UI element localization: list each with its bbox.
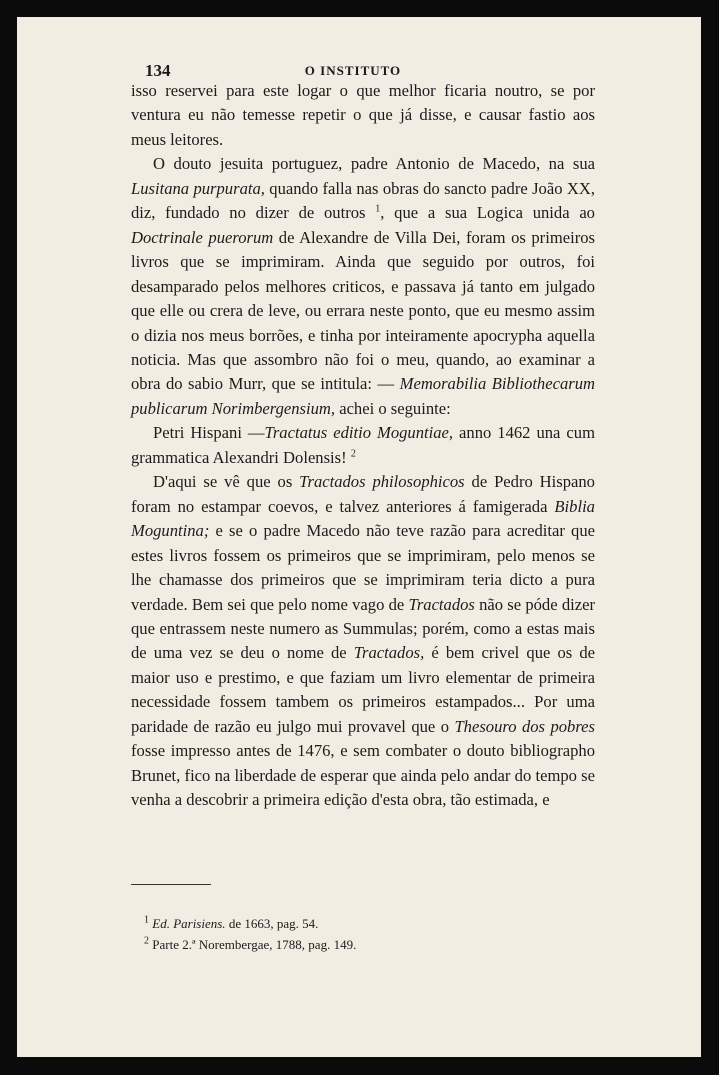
- title-tractados: Tractados: [408, 594, 475, 614]
- footnote-divider: [131, 884, 211, 885]
- citation: Petri Hispani —Tractatus editio Moguntiae, anno 1462 una cum grammatica Alexandri Dolensis! $^2$: [131, 423, 595, 467]
- title-tractatus: Tractatus editio Moguntiae,: [264, 423, 454, 443]
- paragraph-2: O douto jesuita portuguez, padre Antonio de Macedo, na sua Lusitana purpurata, quando falla nas obras do sancto padre João XX, diz, fundado no dizer de outros $^1$, que a sua Logica unida ao Doctrinale puerorum de Alexandre de Villa Dei, foram os primeiros livros que se imprimiram. Ainda que seguido por outros, foi desamparado pelos melhores criticos, e passava já tanto em julgado que elle ou crera de leve, ou errara neste ponto, que eu mesmo assim o dizia nos meus borrões, e tinha por inteiramente apocrypha aquella noticia. Mas que assombro não foi o meu, quando, ao examinar a obra do sabio Murr, que se intitula: — Memorabilia Bibliothecarum publicarum Norimbergensium, achei o seguinte:: [131, 154, 595, 418]
- title-thesouro-dos-pobres: Thesouro dos pobres: [454, 716, 595, 736]
- title-memorabilia: Memorabilia Bibliothecarum publicarum Norimbergensium,: [131, 374, 595, 418]
- body-text: [131, 79, 595, 813]
- page-number: 134: [145, 61, 171, 80]
- footnotes: [144, 913, 584, 955]
- footnote-2: $^2$ Parte 2.ª Norembergae, 1788, pag. 149.: [144, 935, 357, 952]
- footnote-ref-2: 2: [350, 448, 356, 460]
- title-tractados-philosophicos: Tractados philosophicos: [299, 472, 465, 492]
- title-doctrinale-puerorum: Doctrinale puerorum: [131, 227, 274, 247]
- title-lusitana-purpurata: Lusitana purpurata,: [131, 178, 265, 198]
- title-tractados-2: Tractados,: [353, 643, 425, 663]
- paragraph-3: D'aqui se vê que os Tractados philosophicos de Pedro Hispano foram no estampar coevos, e talvez anteriores á famigerada Biblia Moguntina; e se o padre Macedo não teve razão para acreditar que estes livros fossem os primeiros que se imprimiram, pelo menos se lhe chamasse dos primeiros que se imprimiram teria dicto a pura verdade. Bem sei que pelo nome vago de Tractados não se póde dizer que entrassem neste numero as Summulas; porém, como a estas mais de uma vez se deu o nome de Tractados, é bem crivel que os de maior uso e prestimo, e que faziam um livro elementar de primeira necessidade fossem tambem os primeiros estampados... Por uma paridade de razão eu julgo mui provavel que o Thesouro dos pobres fosse impresso antes de 1476, e sem combater o douto bibliographo Brunet, fico na liberdade de esperar que ainda pelo andar do tempo se venha a descobrir a primeira edição d'esta obra, tão estimada, e: [131, 472, 595, 810]
- title-biblia-moguntina: Biblia Moguntina;: [131, 496, 595, 541]
- footnote-1: $^1$ Ed. Parisiens. de 1663, pag. 54.: [144, 914, 319, 931]
- running-head: O INSTITUTO: [304, 63, 402, 78]
- footnote-ref-1: 1: [375, 203, 381, 215]
- paragraph-1: isso reservei para este logar o que melhor ficaria noutro, se por ventura eu não temesse repetir o que já disse, e causar fastio aos meus leitores.: [131, 81, 595, 149]
